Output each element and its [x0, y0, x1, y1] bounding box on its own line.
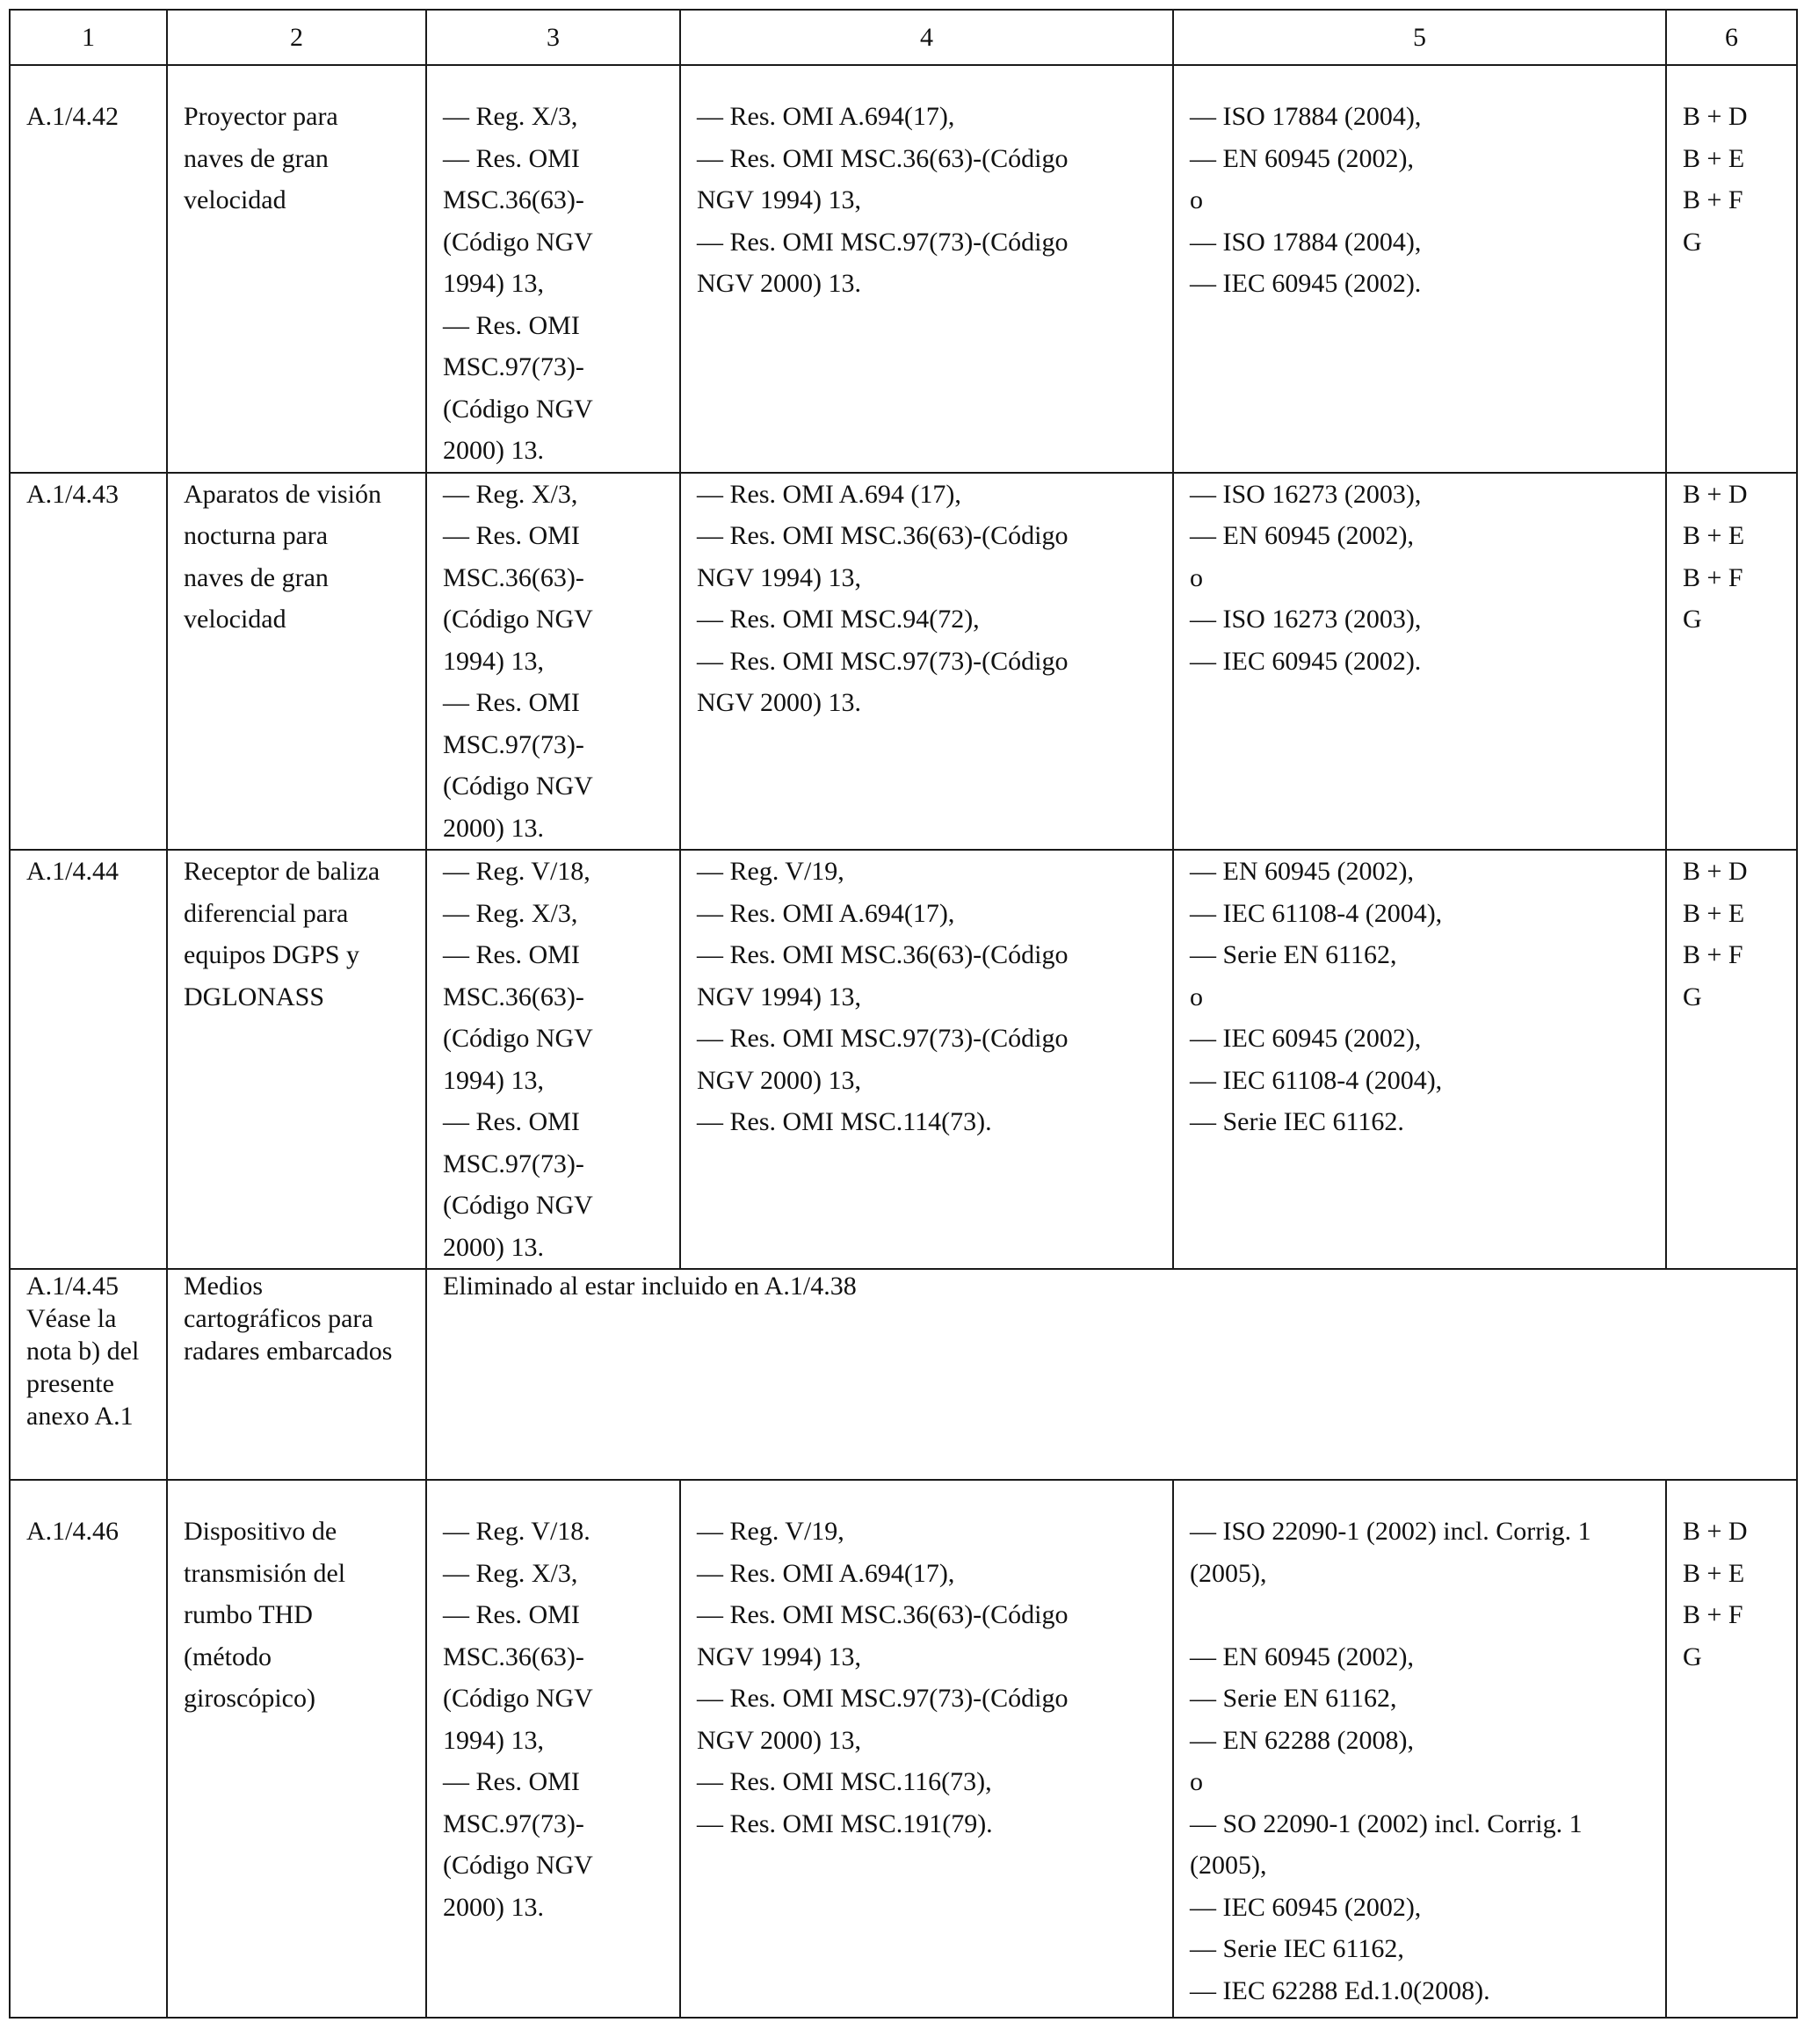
cell-line: velocidad	[184, 605, 286, 634]
cell-line: — EN 60945 (2002),	[1190, 521, 1414, 550]
cell-line	[1190, 1594, 1649, 1636]
cell-line: — ISO 16273 (2003),	[1190, 479, 1422, 509]
cell-line: — Res. OMI MSC.97(73)-(Código	[697, 227, 1069, 257]
cell-line: — Res. OMI MSC.36(63)-(Código	[697, 1600, 1069, 1629]
cell-line: NGV 2000) 13.	[697, 688, 861, 717]
cell-line: G	[1683, 982, 1702, 1011]
cell-line: (Código NGV	[443, 227, 593, 257]
cell-line: — ISO 17884 (2004),	[1190, 102, 1422, 131]
cell-line: 2000) 13.	[443, 1232, 544, 1262]
cell-line: transmisión del	[184, 1558, 346, 1588]
cell-line: — ISO 16273 (2003),	[1190, 605, 1422, 634]
cell-line: MSC.36(63)-	[443, 185, 584, 214]
table-header	[10, 10, 1797, 65]
standards-cell	[1173, 473, 1666, 851]
item-name-cell	[167, 850, 426, 1269]
cell-line: — Reg. X/3,	[443, 102, 578, 131]
cell-line: — Res. OMI MSC.191(79).	[697, 1808, 993, 1838]
cell-line: MSC.97(73)-	[443, 729, 584, 759]
column-header-2: 2	[167, 10, 426, 65]
cell-line: — Res. OMI MSC.97(73)-(Código	[697, 1024, 1069, 1053]
cell-line: 1994) 13,	[443, 646, 544, 676]
cell-line: anexo A.1	[26, 1402, 134, 1431]
standards-cell	[1173, 850, 1666, 1269]
cell-line: B + E	[1683, 143, 1745, 173]
cell-line: — Res. OMI A.694 (17),	[697, 479, 961, 509]
cell-line: B + E	[1683, 898, 1745, 928]
item-code-cell	[10, 1480, 167, 2018]
cell-line: — Res. OMI	[443, 310, 580, 340]
cell-line: — IEC 60945 (2002),	[1190, 1024, 1422, 1053]
cell-line: naves de gran	[184, 562, 329, 592]
cell-line: B + F	[1683, 1600, 1743, 1629]
cell-line: — Serie EN 61162,	[1190, 940, 1397, 969]
regulation-cell	[426, 1480, 680, 2018]
cell-line: — Reg. X/3,	[443, 1558, 578, 1588]
cell-line: B + F	[1683, 562, 1743, 592]
cell-line: A.1/4.43	[26, 479, 119, 509]
cell-line: NGV 2000) 13,	[697, 1065, 861, 1095]
cell-line: NGV 1994) 13,	[697, 562, 861, 592]
cell-line: equipos DGPS y	[184, 940, 360, 969]
standards-table	[9, 9, 1798, 2019]
cell-line: — Res. OMI	[443, 688, 580, 717]
cell-line: — Res. OMI	[443, 1767, 580, 1796]
standards-cell	[1173, 1480, 1666, 2018]
cell-line: NGV 2000) 13,	[697, 1725, 861, 1755]
cell-line: (Código NGV	[443, 394, 593, 424]
cell-line: G	[1683, 605, 1702, 634]
deleted-note-cell	[426, 1269, 1797, 1480]
item-name-cell	[167, 1269, 426, 1480]
cell-line: Receptor de baliza	[184, 857, 380, 886]
cell-line: B + F	[1683, 185, 1743, 214]
cell-line: G	[1683, 227, 1702, 257]
cell-line: — Reg. X/3,	[443, 479, 578, 509]
regulation-cell	[426, 65, 680, 473]
cell-line: MSC.36(63)-	[443, 982, 584, 1011]
cell-line: (Código NGV	[443, 1191, 593, 1220]
cell-line: MSC.97(73)-	[443, 1808, 584, 1838]
cell-line: A.1/4.42	[26, 102, 119, 131]
cell-line: — Res. OMI A.694(17),	[697, 102, 955, 131]
cell-line: — Res. OMI A.694(17),	[697, 898, 955, 928]
cell-line: NGV 2000) 13.	[697, 269, 861, 298]
cell-line: diferencial para	[184, 898, 349, 928]
cell-line: — IEC 61108-4 (2004),	[1190, 898, 1443, 928]
cell-line: A.1/4.45	[26, 1272, 119, 1301]
cell-line: — EN 62288 (2008),	[1190, 1725, 1414, 1755]
cell-line: B + D	[1683, 1517, 1748, 1546]
column-header-5: 5	[1173, 10, 1666, 65]
cell-line: naves de gran	[184, 143, 329, 173]
cell-line: — Res. OMI MSC.97(73)-(Código	[697, 646, 1069, 676]
cell-line: o	[1190, 1767, 1203, 1796]
cell-line: — ISO 22090-1 (2002) incl. Corrig. 1	[1190, 1517, 1591, 1546]
regulation-cell	[426, 473, 680, 851]
cell-line: A.1/4.44	[26, 857, 119, 886]
cell-line: nocturna para	[184, 521, 329, 550]
cell-line: — EN 60945 (2002),	[1190, 857, 1414, 886]
cell-line: (Código NGV	[443, 1684, 593, 1713]
cell-line: o	[1190, 562, 1203, 592]
cell-line: presente	[26, 1369, 114, 1398]
cell-line: — Res. OMI MSC.97(73)-(Código	[697, 1684, 1069, 1713]
table-row	[10, 1269, 1797, 1480]
resolution-cell	[680, 65, 1173, 473]
cell-line: — Reg. V/18,	[443, 857, 590, 886]
cell-line: — Serie IEC 61162,	[1190, 1934, 1404, 1963]
cell-line: Eliminado al estar incluido en A.1/4.38	[443, 1272, 857, 1301]
cell-line: radares embarcados	[184, 1337, 393, 1366]
column-header-3: 3	[426, 10, 680, 65]
cell-line: — Reg. V/19,	[697, 857, 844, 886]
cell-line: — Res. OMI	[443, 143, 580, 173]
cell-line: velocidad	[184, 185, 286, 214]
cell-line: — IEC 62288 Ed.1.0(2008).	[1190, 1975, 1490, 2005]
cell-line: — Reg. V/18.	[443, 1517, 590, 1546]
cell-line: — Res. OMI	[443, 521, 580, 550]
resolution-cell	[680, 473, 1173, 851]
table-row	[10, 65, 1797, 473]
table-row	[10, 473, 1797, 851]
cell-line: — Res. OMI MSC.114(73).	[697, 1107, 992, 1136]
modules-cell	[1666, 473, 1797, 851]
resolution-cell	[680, 850, 1173, 1269]
cell-line: MSC.97(73)-	[443, 352, 584, 381]
cell-line: Medios	[184, 1272, 263, 1301]
modules-cell	[1666, 1480, 1797, 2018]
standards-cell	[1173, 65, 1666, 473]
cell-line: — Res. OMI MSC.36(63)-(Código	[697, 940, 1069, 969]
cell-line: Dispositivo de	[184, 1517, 337, 1546]
table-row	[10, 850, 1797, 1269]
cell-line: — EN 60945 (2002),	[1190, 1642, 1414, 1671]
cell-line: B + E	[1683, 521, 1745, 550]
cell-line: G	[1683, 1642, 1702, 1671]
cell-line: — Serie IEC 61162.	[1190, 1107, 1404, 1136]
cell-line: B + D	[1683, 857, 1748, 886]
item-name-cell	[167, 473, 426, 851]
cell-line: cartográficos para	[184, 1304, 373, 1333]
cell-line: — Reg. V/19,	[697, 1517, 844, 1546]
cell-line: — Res. OMI	[443, 1600, 580, 1629]
column-header-4: 4	[680, 10, 1173, 65]
cell-line: — Res. OMI	[443, 1107, 580, 1136]
cell-line: rumbo THD	[184, 1600, 313, 1629]
cell-line: — Res. OMI	[443, 940, 580, 969]
modules-cell	[1666, 850, 1797, 1269]
cell-line: A.1/4.46	[26, 1517, 119, 1546]
cell-line: — SO 22090-1 (2002) incl. Corrig. 1	[1190, 1808, 1583, 1838]
cell-line: — IEC 60945 (2002).	[1190, 269, 1422, 298]
item-name-cell	[167, 1480, 426, 2018]
cell-line: — Res. OMI MSC.36(63)-(Código	[697, 521, 1069, 550]
cell-line: — Res. OMI A.694(17),	[697, 1558, 955, 1588]
cell-line: MSC.36(63)-	[443, 562, 584, 592]
item-code-cell	[10, 850, 167, 1269]
cell-line: o	[1190, 185, 1203, 214]
cell-line: B + D	[1683, 102, 1748, 131]
cell-line: — IEC 60945 (2002),	[1190, 1892, 1422, 1922]
cell-line: (2005),	[1190, 1558, 1267, 1588]
table-body	[10, 65, 1797, 2018]
column-header-6: 6	[1666, 10, 1797, 65]
item-code-cell	[10, 1269, 167, 1480]
cell-line: — Res. OMI MSC.116(73),	[697, 1767, 992, 1796]
item-code-cell	[10, 65, 167, 473]
cell-line: 2000) 13.	[443, 436, 544, 465]
cell-line: NGV 1994) 13,	[697, 982, 861, 1011]
modules-cell	[1666, 65, 1797, 473]
cell-line: (Código NGV	[443, 605, 593, 634]
cell-line: NGV 1994) 13,	[697, 1642, 861, 1671]
cell-line: 1994) 13,	[443, 1725, 544, 1755]
cell-line: (método	[184, 1642, 272, 1671]
cell-line: o	[1190, 982, 1203, 1011]
header-row	[10, 10, 1797, 65]
cell-line: nota b) del	[26, 1337, 140, 1366]
cell-line: 1994) 13,	[443, 269, 544, 298]
cell-line: MSC.36(63)-	[443, 1642, 584, 1671]
cell-line: — ISO 17884 (2004),	[1190, 227, 1422, 257]
cell-line: — Reg. X/3,	[443, 898, 578, 928]
cell-line: B + F	[1683, 940, 1743, 969]
item-code-cell	[10, 473, 167, 851]
cell-line: — Serie EN 61162,	[1190, 1684, 1397, 1713]
cell-line: — IEC 60945 (2002).	[1190, 646, 1422, 676]
column-header-1: 1	[10, 10, 167, 65]
regulation-cell	[426, 850, 680, 1269]
cell-line: — EN 60945 (2002),	[1190, 143, 1414, 173]
item-name-cell	[167, 65, 426, 473]
cell-line: 1994) 13,	[443, 1065, 544, 1095]
cell-line: (Código NGV	[443, 1851, 593, 1880]
cell-line: giroscópico)	[184, 1684, 315, 1713]
cell-line: 2000) 13.	[443, 813, 544, 843]
table-row	[10, 1480, 1797, 2018]
cell-line: — Res. OMI MSC.36(63)-(Código	[697, 143, 1069, 173]
cell-line: (2005),	[1190, 1851, 1267, 1880]
cell-line: Proyector para	[184, 102, 338, 131]
cell-line: B + D	[1683, 479, 1748, 509]
cell-line: (Código NGV	[443, 772, 593, 801]
cell-line: Aparatos de visión	[184, 479, 381, 509]
cell-line: B + E	[1683, 1558, 1745, 1588]
cell-line: NGV 1994) 13,	[697, 185, 861, 214]
cell-line: DGLONASS	[184, 982, 325, 1011]
cell-line: Véase la	[26, 1304, 117, 1333]
cell-line: (Código NGV	[443, 1024, 593, 1053]
cell-line: 2000) 13.	[443, 1892, 544, 1922]
resolution-cell	[680, 1480, 1173, 2018]
cell-line: — IEC 61108-4 (2004),	[1190, 1065, 1443, 1095]
cell-line: MSC.97(73)-	[443, 1149, 584, 1178]
cell-line: — Res. OMI MSC.94(72),	[697, 605, 980, 634]
